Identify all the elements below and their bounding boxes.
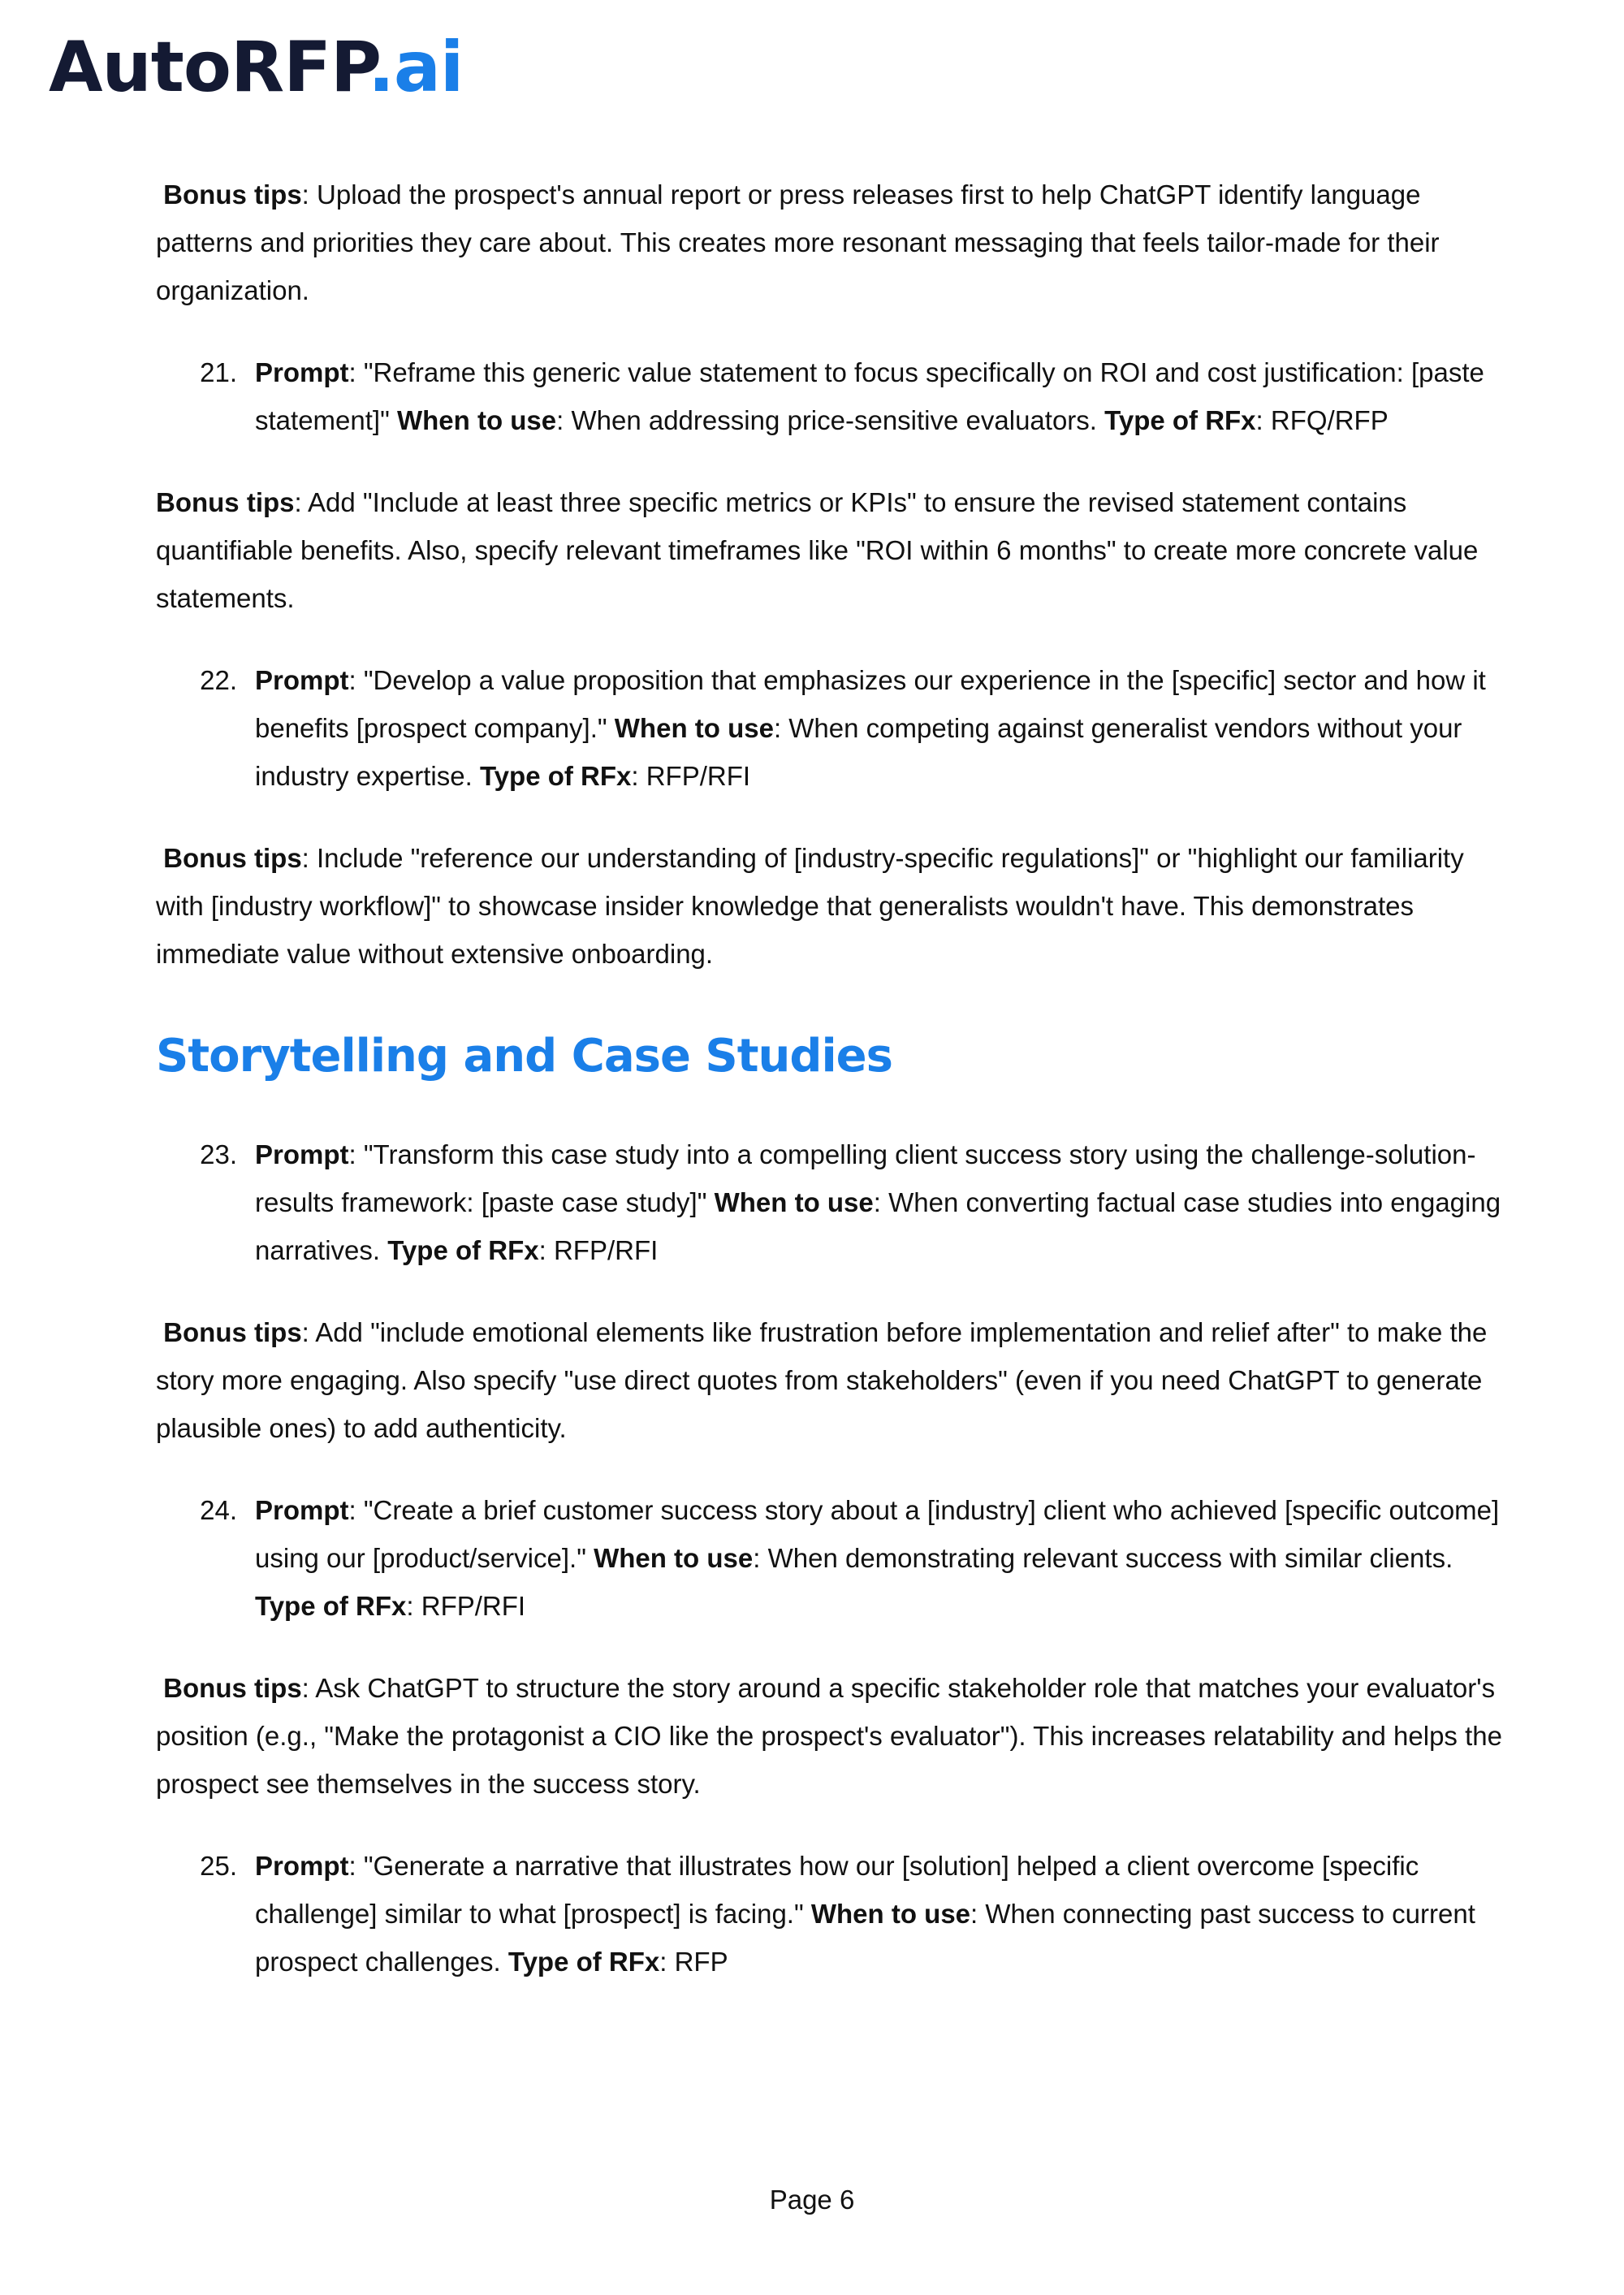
type-of-rfx-label: Type of RFx <box>508 1946 660 1977</box>
bonus-tip-text: : Add "include emotional elements like frustration before implementation and relief after" to make the story more engaging. Also specify "use direct quotes from stakeholders" (even if you need ChatGPT to generate plausible ones) to add authenticity. <box>156 1316 1488 1443</box>
bonus-tips-label: Bonus tips <box>156 487 295 517</box>
prompt-label: Prompt <box>255 1850 349 1881</box>
prompt-label: Prompt <box>255 1139 349 1169</box>
item-number: 22. <box>200 665 237 695</box>
type-of-rfx-label: Type of RFx <box>387 1234 539 1265</box>
prompt-item-23 <box>156 1130 1504 1274</box>
when-to-use-label: When to use <box>594 1542 754 1573</box>
prompt-text: : "Create a brief customer success story about a [industry] client who achieved [specific outcome] using our [product/service]." <box>255 1494 1500 1573</box>
prompt-text: : "Generate a narrative that illustrates how our [solution] helped a client overcome [specific challenge] similar to what [prospect] is facing." <box>255 1850 1419 1929</box>
bonus-tips-label: Bonus tips <box>163 1316 302 1347</box>
item-number: 25. <box>200 1850 237 1881</box>
item-text <box>255 1842 1504 1986</box>
bonus-tip-20 <box>156 171 1504 314</box>
when-to-use-text: : When addressing price-sensitive evaluators. <box>556 405 1105 435</box>
bonus-tip-text: : Add "Include at least three specific metrics or KPIs" to ensure the revised statement contains quantifiable benefits. Also, specify relevant timeframes like "ROI within 6 months" to create more concrete value statements. <box>156 487 1479 613</box>
type-of-rfx-text: : RFQ/RFP <box>1255 405 1389 435</box>
prompt-text: : "Reframe this generic value statement to focus specifically on ROI and cost justification: [paste statement]" <box>255 357 1484 435</box>
item-text <box>255 348 1504 444</box>
prompt-text: : "Develop a value proposition that emphasizes our experience in the [specific] sector and how it benefits [prospect company]." <box>255 665 1486 743</box>
type-of-rfx-text: : RFP/RFI <box>538 1234 659 1265</box>
page-number: Page 6 <box>769 2185 855 2215</box>
when-to-use-label: When to use <box>396 405 557 435</box>
bonus-tip-24 <box>156 1664 1504 1808</box>
when-to-use-text: : When demonstrating relevant success with similar clients. <box>753 1542 1453 1573</box>
prompt-text: : "Transform this case study into a compelling client success story using the challenge-solution-results framework: [paste case study]" <box>255 1139 1476 1217</box>
type-of-rfx-text: : RFP <box>659 1946 728 1977</box>
logo-main-text: AutoRFP <box>49 27 369 108</box>
section-heading: Storytelling and Case Studies <box>156 1030 892 1083</box>
prompt-label: Prompt <box>255 357 349 387</box>
type-of-rfx-label: Type of RFx <box>1104 405 1256 435</box>
when-to-use-label: When to use <box>614 713 774 743</box>
bonus-tips-label: Bonus tips <box>163 179 302 210</box>
prompt-item-24 <box>156 1486 1504 1630</box>
bonus-tips-label: Bonus tips <box>163 843 302 873</box>
when-to-use-label: When to use <box>714 1186 874 1217</box>
bonus-tip-22 <box>156 834 1504 978</box>
prompt-item-21 <box>156 348 1504 444</box>
item-number: 21. <box>200 357 237 387</box>
when-to-use-label: When to use <box>810 1898 971 1929</box>
when-to-use-text: : When connecting past success to current prospect challenges. <box>255 1898 1475 1977</box>
prompt-item-25 <box>156 1842 1504 1986</box>
bonus-tip-text: : Upload the prospect's annual report or press releases first to help ChatGPT identify language patterns and priorities they care about. This creates more resonant messaging that feels tailor-made for their organization. <box>156 179 1440 305</box>
bonus-tips-label: Bonus tips <box>163 1672 302 1703</box>
when-to-use-text: : When converting factual case studies into engaging narratives. <box>255 1186 1501 1265</box>
autorfp-logo <box>49 27 464 108</box>
prompt-item-22 <box>156 656 1504 800</box>
type-of-rfx-text: : RFP/RFI <box>406 1590 526 1621</box>
when-to-use-text: : When competing against generalist vendors without your industry expertise. <box>255 713 1462 791</box>
type-of-rfx-label: Type of RFx <box>479 761 632 791</box>
item-number: 24. <box>200 1494 237 1525</box>
item-text <box>255 1486 1504 1630</box>
bonus-tip-text: : Ask ChatGPT to structure the story around a specific stakeholder role that matches your evaluator's position (e.g., "Make the protagonist a CIO like the prospect's evaluator"). This increases relatability and helps the prospect see themselves in the success story. <box>156 1672 1502 1799</box>
type-of-rfx-label: Type of RFx <box>255 1590 407 1621</box>
item-text <box>255 656 1504 800</box>
type-of-rfx-text: : RFP/RFI <box>631 761 751 791</box>
item-number: 23. <box>200 1139 237 1169</box>
bonus-tip-23 <box>156 1308 1504 1452</box>
document-body <box>156 171 1504 2020</box>
bonus-tip-21 <box>156 478 1504 622</box>
bonus-tip-text: : Include "reference our understanding of [industry-specific regulations]" or "highlight our familiarity with [industry workflow]" to showcase insider knowledge that generalists wouldn't have. This demonstrates immediate value without extensive onboarding. <box>156 843 1464 969</box>
item-text <box>255 1130 1504 1274</box>
prompt-label: Prompt <box>255 665 349 695</box>
logo-accent-text: .ai <box>368 27 464 108</box>
prompt-label: Prompt <box>255 1494 349 1525</box>
